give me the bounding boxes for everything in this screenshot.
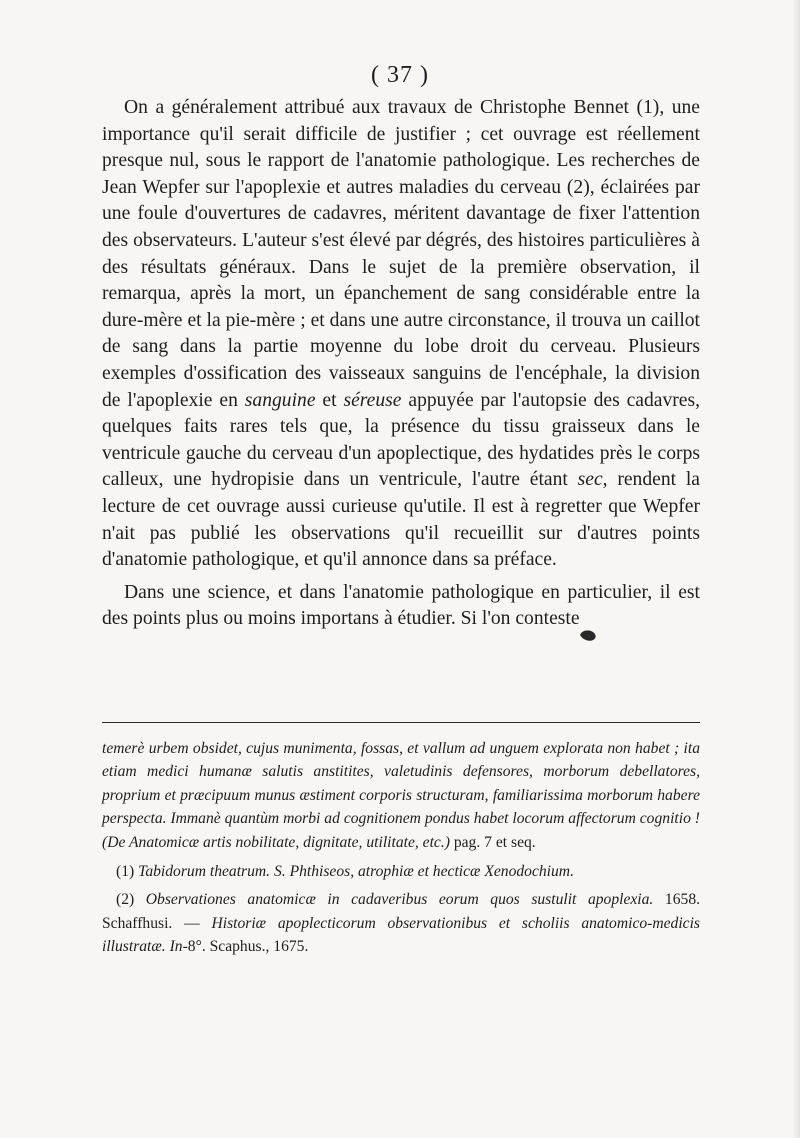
ink-blot-mark bbox=[578, 628, 598, 642]
footnote-rule bbox=[102, 722, 700, 723]
term-sereuse: séreuse bbox=[343, 389, 402, 411]
footnote-continued-ref: pag. 7 et seq. bbox=[453, 833, 536, 851]
term-sanguine: sanguine bbox=[244, 389, 316, 411]
footnote-continued bbox=[102, 737, 700, 854]
page-number: ( 37 ) bbox=[371, 62, 429, 88]
paragraph-1-text: On a généralement attribué aux travaux de Christophe Bennet (1), une importance qu'il serait difficile de justifier ; cet ouvrage est réellement presque nul, sous le rapport de l'anatomie pathologique. Les recherches de Jean Wepfer sur l'apoplexie et autres maladies du cerveau (2), éclairées par une foule d'ouvertures de cadavres, méritent davantage de fixer l'attention des observateurs. L'auteur s'est élevé par dégrés, des histoires particulières à des résultats généraux. Dans le sujet de la première observation, il remarqua, après la mort, un épanchement de sang considérable entre la dure-mère et la pie-mère ; et dans une autre circonstance, il trouva un caillot de sang dans la partie moyenne du lobe droit du cerveau. Plusieurs exemples d'ossification des vaisseaux sanguins de l'encéphale, la division de l'apoplexie en bbox=[102, 97, 700, 411]
footnote-1-marker: (1) bbox=[116, 863, 135, 881]
page-edge-shadow bbox=[793, 0, 800, 1138]
footnote-2-title-2: Historiæ apoplecticorum observationibus et scholiis anatomico-medicis illustratæ. In- bbox=[102, 914, 700, 956]
paragraph-2: Dans une science, et dans l'anatomie pathologique en particulier, il est des points plus ou moins importans à étudier. Si l'on conteste bbox=[102, 581, 700, 630]
term-sec: sec, bbox=[577, 469, 608, 491]
main-text bbox=[102, 95, 700, 633]
paragraph-1-text-2: appuyée par l'autopsie des cadavres, quelques faits rares tels que, la présence du tissu graisseux dans le ventricule gauche du cerveau d'un apoplectique, des hydatides près le corps calleux, une hydropisie dans un ventricule, l'autre étant bbox=[102, 389, 701, 491]
paragraph-1-text-3: rendent la lecture de cet ouvrage aussi curieuse qu'utile. Il est à regretter que Wepfer n'ait pas publié les observations qu'il recueillit sur d'autres points d'anatomie pathologique, et qu'il annonce dans sa préface. bbox=[102, 469, 700, 571]
footnote-2 bbox=[102, 888, 700, 958]
footnote-2-title: Observationes anatomicæ in cadaveribus eorum quos sustulit apoplexia. bbox=[145, 891, 654, 909]
footnote-2-imprint: 1658. Schaffhusi. — bbox=[102, 891, 701, 932]
paragraph-1-joiner: et bbox=[322, 389, 337, 411]
footnotes bbox=[102, 737, 700, 959]
footnote-continued-latin: temerè urbem obsidet, cujus munimenta, fossas, et vallum ad unguem explorata non habet ; ita etiam medici humanæ salutis anstitites, valetudinis defensores, morborum debellatores, proprium et præcipuum munus æstiment corporis structuram, familiarissima morborum habere perspecta. Immanè quantùm morbi ad cognitionem pondus habet locorum affectorum cognitio ! (De Anatomicæ artis nobilitate, dignitate, utilitate, etc.) bbox=[102, 740, 700, 851]
footnote-1 bbox=[102, 860, 700, 883]
footnote-1-text: Tabidorum theatrum. S. Phthiseos, atrophiæ et hecticæ Xenodochium. bbox=[138, 863, 574, 881]
footnote-2-imprint-2: 8°. Scaphus., 1675. bbox=[187, 938, 309, 956]
footnote-2-marker: (2) bbox=[116, 891, 135, 909]
paragraph-1 bbox=[102, 95, 700, 574]
